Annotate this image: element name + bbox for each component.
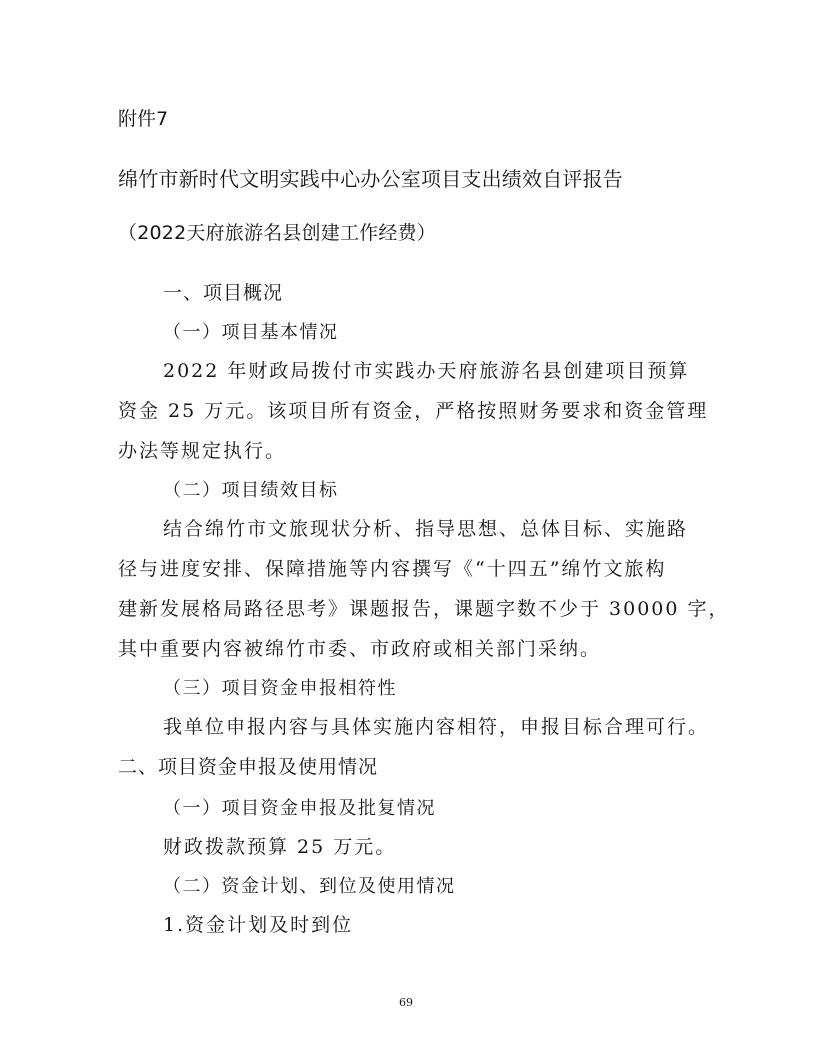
section-heading: 一、项目概况 (163, 282, 284, 304)
paragraph-line: 资金 25 万元。该项目所有资金，严格按照财务要求和资金管理 (118, 400, 709, 422)
paragraph-line: 径与进度安排、保障措施等内容撰写《“十四五”绵竹文旅构 (118, 558, 667, 580)
annex-label: 附件7 (118, 108, 169, 130)
subsection-heading: （三）项目资金申报相符性 (163, 678, 397, 699)
section-heading: 二、项目资金申报及使用情况 (118, 756, 379, 778)
report-subtitle: （2022天府旅游名县创建工作经费） (118, 222, 436, 244)
paragraph-line: 办法等规定执行。 (118, 440, 287, 462)
subsection-heading: （一）项目基本情况 (163, 322, 339, 343)
paragraph-line: 2022 年财政局拨付市实践办天府旅游名县创建项目预算 (163, 360, 690, 382)
subsection-heading: （二）项目绩效目标 (163, 480, 339, 501)
paragraph-line: 其中重要内容被绵竹市委、市政府或相关部门采纳。 (118, 638, 602, 660)
paragraph-line: 1.资金计划及时到位 (163, 914, 354, 936)
paragraph-line: 结合绵竹市文旅现状分析、指导思想、总体目标、实施路 (163, 518, 689, 540)
paragraph-line: 建新发展格局路径思考》课题报告，课题字数不少于 30000 字， (118, 598, 730, 620)
subsection-heading: （一）项目资金申报及批复情况 (163, 798, 436, 819)
paragraph-line: 我单位申报内容与具体实施内容相符，申报目标合理可行。 (163, 716, 710, 738)
report-title: 绵竹市新时代文明实践中心办公室项目支出绩效自评报告 (118, 167, 623, 191)
subsection-heading: （二）资金计划、到位及使用情况 (163, 876, 456, 897)
paragraph-line: 财政拨款预算 25 万元。 (163, 836, 397, 858)
page-number: 69 (399, 996, 413, 1009)
